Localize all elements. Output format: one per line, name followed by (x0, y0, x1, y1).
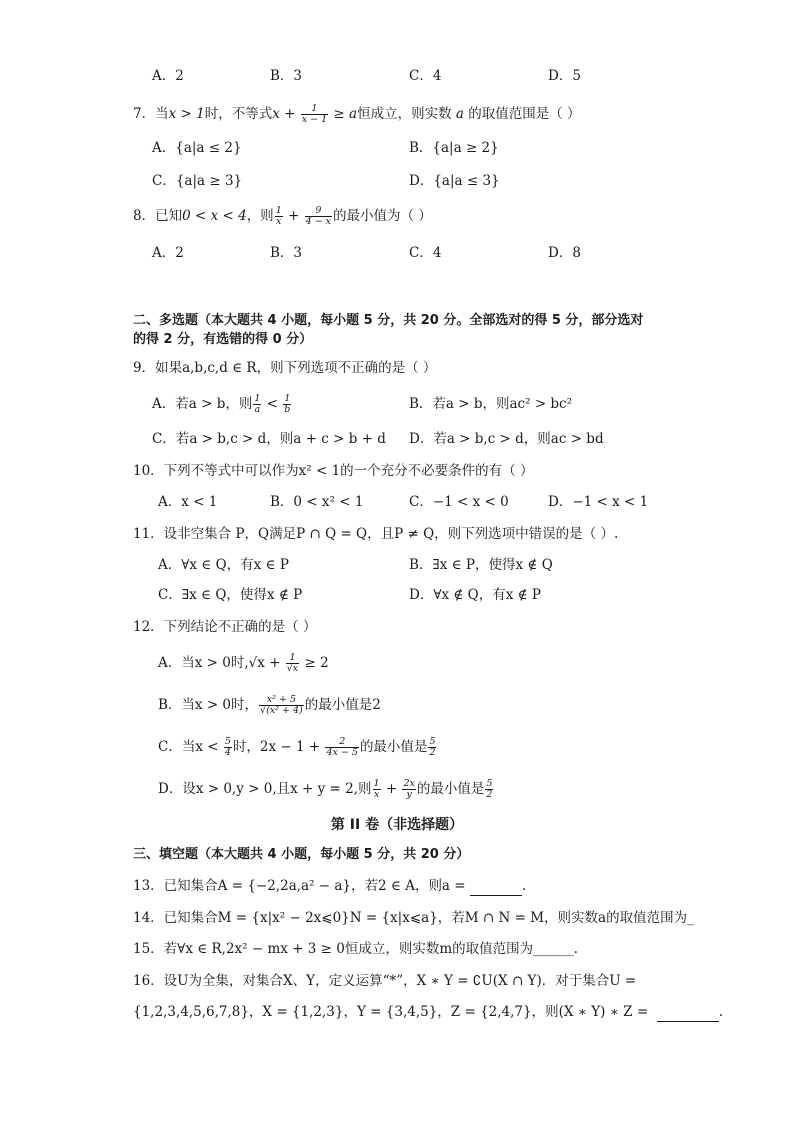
q9-option-c: C．若a > b,c > d，则a + c > b + d (152, 431, 386, 447)
q9-option-a: A．若a > b，则 $\frac{1}{a}$ < $\frac{1}{b}$ (152, 393, 291, 415)
q6-option-a: A．2 (152, 68, 184, 84)
q14-stem: 14．已知集合M = {x|x² − 2x⩽0}N = {x|x⩽a}，若M ∩ N = M，则实数a的取值范围为_ (133, 910, 694, 926)
q13-stem: 13．已知集合A = {−2,2a,a² − a}，若2 ∈ A，则a = . (133, 878, 527, 894)
q16-answer-blank[interactable] (657, 1007, 719, 1022)
q11-option-a: A．∀x ∈ Q，有x ∈ P (158, 557, 289, 573)
q8-option-b: B．3 (270, 245, 303, 261)
q11-option-b: B．∃x ∈ P，使得x ∉ Q (409, 557, 553, 573)
q9-stem: 9．如果a,b,c,d ∈ R，则下列选项不正确的是（ ） (133, 360, 437, 376)
q10-option-a: A．x < 1 (158, 494, 218, 510)
q6-option-c: C．4 (409, 68, 442, 84)
q8-stem: 8．已知0 < x < 4，则 $\frac{1}{x}$ + $\frac{9}{4 - x}$ 的最小值为（ ） (133, 205, 432, 227)
section2-heading-line2: 的得 2 分，有选错的得 0 分） (133, 332, 313, 347)
q16-stem-line1: 16．设U为全集，对集合X、Y，定义运算“*”，X ∗ Y = ∁U(X ∩ Y)．对于集合U = (133, 973, 637, 989)
q11-option-c: C．∃x ∈ Q，使得x ∉ P (158, 587, 303, 603)
q9-option-b: B．若a > b，则ac² > bc² (409, 396, 573, 412)
q11-option-d: D．∀x ∉ Q，有x ∉ P (409, 587, 542, 603)
q12-option-c: C．当x < $\frac{5}{4}$ 时，2x − 1 + $\frac{2}{4x - 5}$ 的最小值是 $\frac{5}{2}$ (158, 736, 436, 758)
q8-option-a: A．2 (152, 245, 184, 261)
q12-option-b: B．当x > 0时， $\frac{\text{x² + 5}}{\text{√(x² + 4)}}$ 的最小值是2 (158, 694, 381, 716)
q9-option-d: D．若a > b,c > d，则ac > bd (409, 431, 604, 447)
q7-option-d: D．{a|a ≤ 3} (409, 173, 500, 189)
part2-title: 第 II 卷（非选择题） (330, 817, 464, 833)
q8-option-d: D．8 (548, 245, 581, 261)
q8-option-c: C．4 (409, 245, 442, 261)
q11-stem: 11．设非空集合 P，Q满足P ∩ Q = Q，且P ≠ Q，则下列选项中错误的是（ ）. (133, 526, 619, 542)
q7-fraction: $\frac{1}{x - 1}$ (301, 103, 328, 125)
q7-option-c: C．{a|a ≥ 3} (152, 173, 243, 189)
q10-option-b: B．0 < x² < 1 (270, 494, 364, 510)
q7-option-b: B．{a|a ≥ 2} (409, 140, 499, 156)
q8-fraction-2: $\frac{9}{4 - x}$ (305, 205, 332, 227)
q16-stem-line2: {1,2,3,4,5,6,7,8}，X = {1,2,3}，Y = {3,4,5}，Z = {2,4,7}，则(X ∗ Y) ∗ Z = . (133, 1004, 724, 1020)
section2-heading-line1: 二、多选题（本大题共 4 小题，每小题 5 分，共 20 分。全部选对的得 5 分，部分选对 (133, 313, 644, 328)
q6-option-d: D．5 (548, 68, 581, 84)
section3-heading: 三、填空题（本大题共 4 小题，每小题 5 分，共 20 分） (133, 847, 470, 862)
q15-stem: 15．若∀x ∈ R,2x² − mx + 3 ≥ 0恒成立，则实数m的取值范围为______. (133, 941, 578, 957)
q6-option-b: B．3 (270, 68, 303, 84)
q10-stem: 10．下列不等式中可以作为x² < 1的一个充分不必要条件的有（ ） (133, 463, 534, 479)
q7-stem: 7．当x > 1时，不等式x + $\frac{1}{x - 1}$ ≥ a恒成立，则实数 a 的取值范围是（ ） (133, 103, 581, 125)
q13-answer-blank[interactable] (470, 881, 522, 896)
q8-fraction-1: $\frac{1}{x}$ (275, 205, 282, 227)
q12-option-a: A．当x > 0时,√x + $\frac{1}{√x}$ ≥ 2 (158, 652, 329, 674)
q12-option-d: D．设x > 0,y > 0,且x + y = 2,则 $\frac{1}{x}$ + $\frac{2x}{y}$ 的最小值是 $\frac{5}{2}$ (158, 778, 493, 800)
q7-option-a: A．{a|a ≤ 2} (152, 140, 242, 156)
q12-stem: 12．下列结论不正确的是（ ） (133, 619, 317, 635)
q10-option-d: D．−1 < x < 1 (548, 494, 649, 510)
q10-option-c: C．−1 < x < 0 (409, 494, 509, 510)
